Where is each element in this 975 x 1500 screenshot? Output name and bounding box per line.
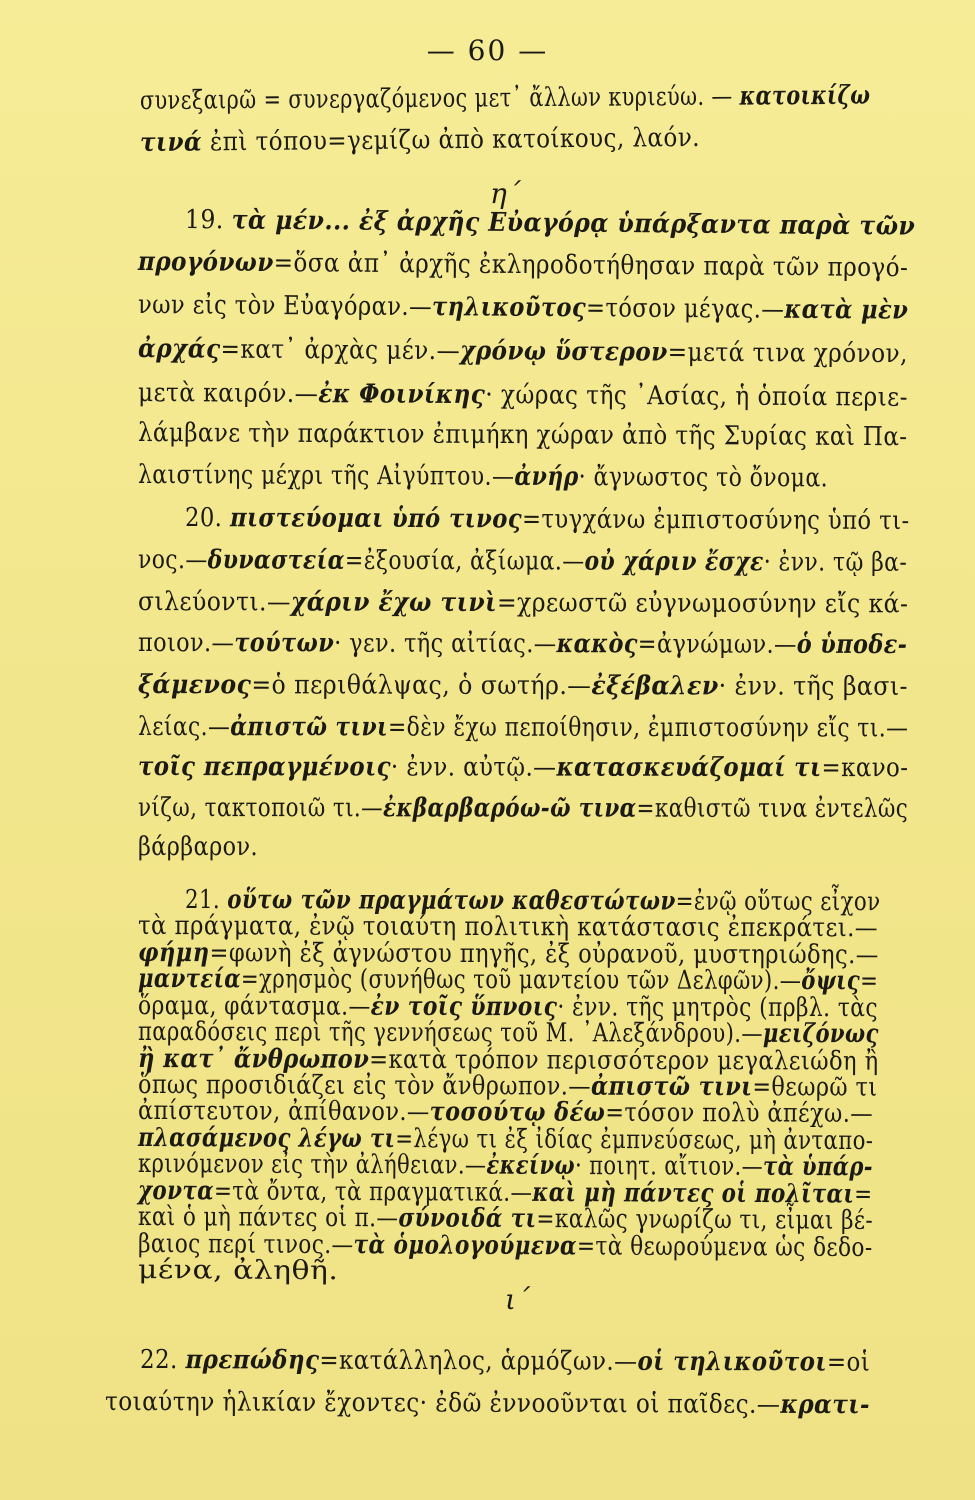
gloss-text: · ποιητ. αἴτιον.—	[574, 1151, 764, 1182]
headword: τὰ μέν... ἐξ ἀρχῆς Εὐαγόρᾳ ὑπάρξαντα παρὰ τῶν	[231, 205, 916, 242]
gloss-text: · ἐνν. τῆς βασι-	[718, 671, 909, 702]
gloss-text: =θεωρῶ τι	[752, 1072, 878, 1103]
headword: χρόνῳ ὕστερον	[460, 336, 668, 368]
text-line	[138, 793, 908, 824]
gloss-text: · χώρας τῆς ᾽Ασίας, ἡ ὁποία περιε-	[485, 380, 909, 413]
gloss-text: ἀπίστευτον, ἀπίθανον.—	[137, 1096, 430, 1128]
gloss-text: =λέγω τι ἐξ ἰδίας ἐμπνεύσεως, μὴ ἀνταπο-	[395, 1124, 874, 1157]
text-line	[138, 290, 908, 326]
gloss-text: λαιστίνης μέχρι τῆς Αἰγύπτου.—	[137, 460, 515, 492]
gloss-text: =τόσον μέγας.—	[586, 293, 785, 325]
gloss-text: =κατάλληλος, ἁρμόζων.—	[319, 1345, 638, 1377]
gloss-text: ἐπὶ τόπου=γεμίζω ἀπὸ κατοίκους, λαόν.	[201, 122, 701, 158]
headword: ἀνήρ	[514, 461, 579, 493]
text-line	[138, 670, 908, 702]
gloss-text: =ὅσα ἀπ᾽ ἀρχῆς ἐκληροδοτήθησαν παρὰ τῶν προγό-	[273, 248, 909, 284]
gloss-text: =καθιστῶ τινα ἐντελῶς	[636, 793, 909, 824]
section-mark: ι΄	[505, 1283, 530, 1316]
gloss-text: · ἄγνωστος τὸ ὄνομα.	[578, 462, 829, 494]
headword: κακὸς	[556, 629, 638, 660]
gloss-text: =ἀγνώμων.—	[637, 629, 797, 660]
gloss-text: ὅπως προσιδιάζει εἰς τὸν ἄνθρωπον.—	[137, 1070, 592, 1102]
headword: οὐ χάριν ἔσχε	[584, 546, 764, 578]
headword: χάριν ἔχω τινὶ	[290, 587, 498, 619]
headword: μειζόνως	[762, 1018, 879, 1050]
headword: τὰ ὁμολογούμενα	[353, 1230, 578, 1262]
text-line	[140, 1345, 870, 1378]
text-line	[138, 247, 909, 283]
text-line	[138, 1255, 339, 1286]
headword: φήμη	[137, 938, 210, 969]
gloss-text: σιλεύοντι.—	[137, 587, 291, 618]
text-line	[105, 1387, 870, 1420]
headword: ἐν τοῖς ὕπνοις	[370, 991, 558, 1023]
headword: χοντα	[137, 1176, 215, 1207]
text-line	[138, 832, 258, 862]
gloss-text: =τόσον πολὺ ἀπέχω.—	[605, 1097, 874, 1129]
gloss-text: =καλῶς γνωρίζω τι, εἶμαι βέ-	[536, 1204, 874, 1236]
gloss-text: παραδόσεις περὶ τῆς γεννήσεως τοῦ Μ. ᾽Αλεξάνδρου).—	[137, 1017, 763, 1049]
gloss-text: ὅραμα, φάντασμα.—	[137, 991, 371, 1022]
headword: ἀρχάς	[137, 334, 221, 365]
headword: τούτων	[234, 628, 335, 659]
headword: ἐκβαρβαρόω-ῶ τινα	[382, 793, 637, 824]
gloss-text: λάμβανε τὴν παράκτιον ἐπιμήκη χώραν ἀπὸ τῆς Συρίας καὶ Πα-	[137, 418, 908, 453]
text-line	[138, 460, 828, 493]
headword: ξάμενος	[137, 670, 252, 701]
headword: ἐκ Φοινίκης	[318, 379, 486, 411]
headword: ἐξέβαλεν	[591, 671, 719, 702]
gloss-text: =τυγχάνω ἐμπιστοσύνης ὑπό τι-	[521, 504, 910, 537]
gloss-text: =ὁ περιθάλψας, ὁ σωτήρ.—	[251, 670, 592, 702]
text-line	[185, 503, 910, 536]
text-line	[140, 123, 700, 158]
headword: ὄψις	[801, 966, 861, 997]
headword: δυναστεία	[207, 545, 346, 576]
headword: μαντεία	[137, 964, 241, 995]
gloss-text: · ἐνν. αὐτῷ.—	[390, 752, 557, 783]
section-mark: η΄	[490, 177, 521, 210]
headword: τινά	[139, 127, 203, 158]
gloss-text: =τὰ θεωρούμενα ὡς δεδο-	[576, 1231, 873, 1264]
gloss-text: =ἐξουσία, ἀξίωμα.—	[344, 545, 585, 577]
headword: τὰ ὑπάρ-	[763, 1151, 873, 1183]
gloss-text: =χρεωστῶ εὐγνωμοσύνην εἴς κά-	[496, 588, 909, 620]
text-line	[138, 752, 908, 783]
gloss-text: =τὰ ὄντα, τὰ πραγματικά.—	[213, 1176, 533, 1208]
gloss-text: συνεξαιρῶ = συνεργαζόμενος μετ᾽ ἄλλων κυριεύω. —	[139, 81, 740, 116]
gloss-text: · ἐνν. τῆς μητρὸς (πρβλ. τὰς	[557, 992, 879, 1024]
headword: τοσούτῳ δέω	[429, 1097, 606, 1128]
gloss-text: =φωνὴ ἐξ ἀγνώστου πηγῆς, ἐξ οὐρανοῦ, μυστηριώδης.—	[209, 938, 879, 971]
headword: κατασκευάζομαί τι	[556, 752, 822, 784]
text-line	[138, 712, 908, 743]
gloss-text: καὶ ὁ μὴ πάντες οἱ π.—	[137, 1202, 399, 1234]
headword: σύνοιδά τι	[398, 1203, 537, 1235]
gloss-text: βάρβαρον.	[137, 832, 258, 863]
headword: ὁ ὑποδε-	[796, 629, 908, 661]
gloss-text: =χρησμὸς (συνήθως τοῦ μαντείου τῶν Δελφῶν).—	[240, 964, 802, 997]
text-line	[138, 418, 908, 452]
gloss-text: =μετά τινα χρόνον,	[667, 337, 908, 370]
headword: τοῖς πεπραγμένοις	[137, 752, 391, 783]
gloss-text: κρινόμενον εἰς τὴν ἀλήθειαν.—	[137, 1149, 487, 1181]
gloss-text: βαιος περί τινος.—	[137, 1229, 354, 1261]
gloss-text: =ἐνῷ οὕτως εἶχον	[675, 886, 881, 918]
headword: οὕτω τῶν πραγμάτων καθεστώτων	[227, 885, 676, 917]
gloss-text: =κανο-	[821, 753, 909, 784]
gloss-text: τοιαύτην ἡλικίαν ἔχοντες· ἐδῶ ἐννοοῦνται οἱ παῖδες.—	[104, 1387, 781, 1420]
page-number: — 60 —	[426, 34, 549, 67]
text-line	[138, 334, 908, 369]
gloss-text: ποιον.—	[137, 628, 235, 659]
headword: πιστεύομαι ὑπό τινος	[229, 503, 523, 535]
headword: ἐκείνῳ	[486, 1150, 576, 1182]
headword: πλασάμενος λέγω τι	[137, 1123, 396, 1155]
headword: τηλικοῦτος	[431, 292, 587, 324]
text-line	[185, 205, 916, 242]
headword: κρατι-	[780, 1389, 871, 1421]
text-line	[140, 81, 871, 116]
gloss-text: =κατ᾽ ἀρχὰς μέν.—	[220, 334, 461, 367]
gloss-text: μετὰ καιρόν.—	[137, 378, 319, 410]
text-line	[138, 545, 907, 578]
gloss-text: =	[860, 966, 879, 997]
headword: οἱ τηλικοῦτοι	[637, 1346, 827, 1378]
text-line	[138, 628, 907, 660]
gloss-text: 19.	[184, 205, 232, 236]
gloss-text: · γεν. τῆς αἰτίας.—	[334, 628, 557, 660]
gloss-text: =οἱ	[826, 1347, 871, 1378]
headword: ἀπιστῶ τινι	[590, 1071, 753, 1103]
headword: καὶ μὴ πάντες οἱ πολῖται	[532, 1177, 855, 1210]
headword: πρεπώδης	[185, 1345, 320, 1376]
gloss-text: νίζω, τακτοποιῶ τι.—	[137, 793, 383, 824]
gloss-text: τὰ πράγματα, ἐνῷ τοιαύτη πολιτικὴ κατάστασις ἐπεκράτει.—	[137, 911, 879, 944]
gloss-text: =δὲν ἔχω πεποίθησιν, ἐμπιστοσύνην εἴς τι.—	[387, 712, 909, 744]
gloss-text: λείας.—	[137, 712, 231, 743]
gloss-text: νων εἰς τὸν Εὐαγόραν.—	[137, 290, 433, 323]
headword: κατοικίζω	[739, 80, 871, 112]
text-line	[138, 378, 908, 413]
gloss-text: 20.	[184, 503, 231, 534]
headword: ἢ κατ᾽ ἄνθρωπον	[137, 1044, 370, 1075]
gloss-text: · ἐνν. τῷ βα-	[763, 547, 908, 578]
headword: ἀπιστῶ τινι	[230, 712, 389, 743]
gloss-text: =	[854, 1179, 873, 1210]
headword: κατὰ μὲν	[784, 294, 909, 326]
gloss-text: 22.	[139, 1345, 186, 1376]
gloss-text: =κατὰ τρόπον περισσότερον μεγαλειώδη ἢ	[369, 1044, 879, 1077]
headword: προγόνων	[137, 247, 274, 279]
gloss-text: 21.	[184, 885, 228, 916]
text-line	[138, 587, 908, 619]
gloss-text: μένα, ἀληθῆ.	[137, 1255, 339, 1287]
gloss-text: νος.—	[137, 545, 208, 576]
